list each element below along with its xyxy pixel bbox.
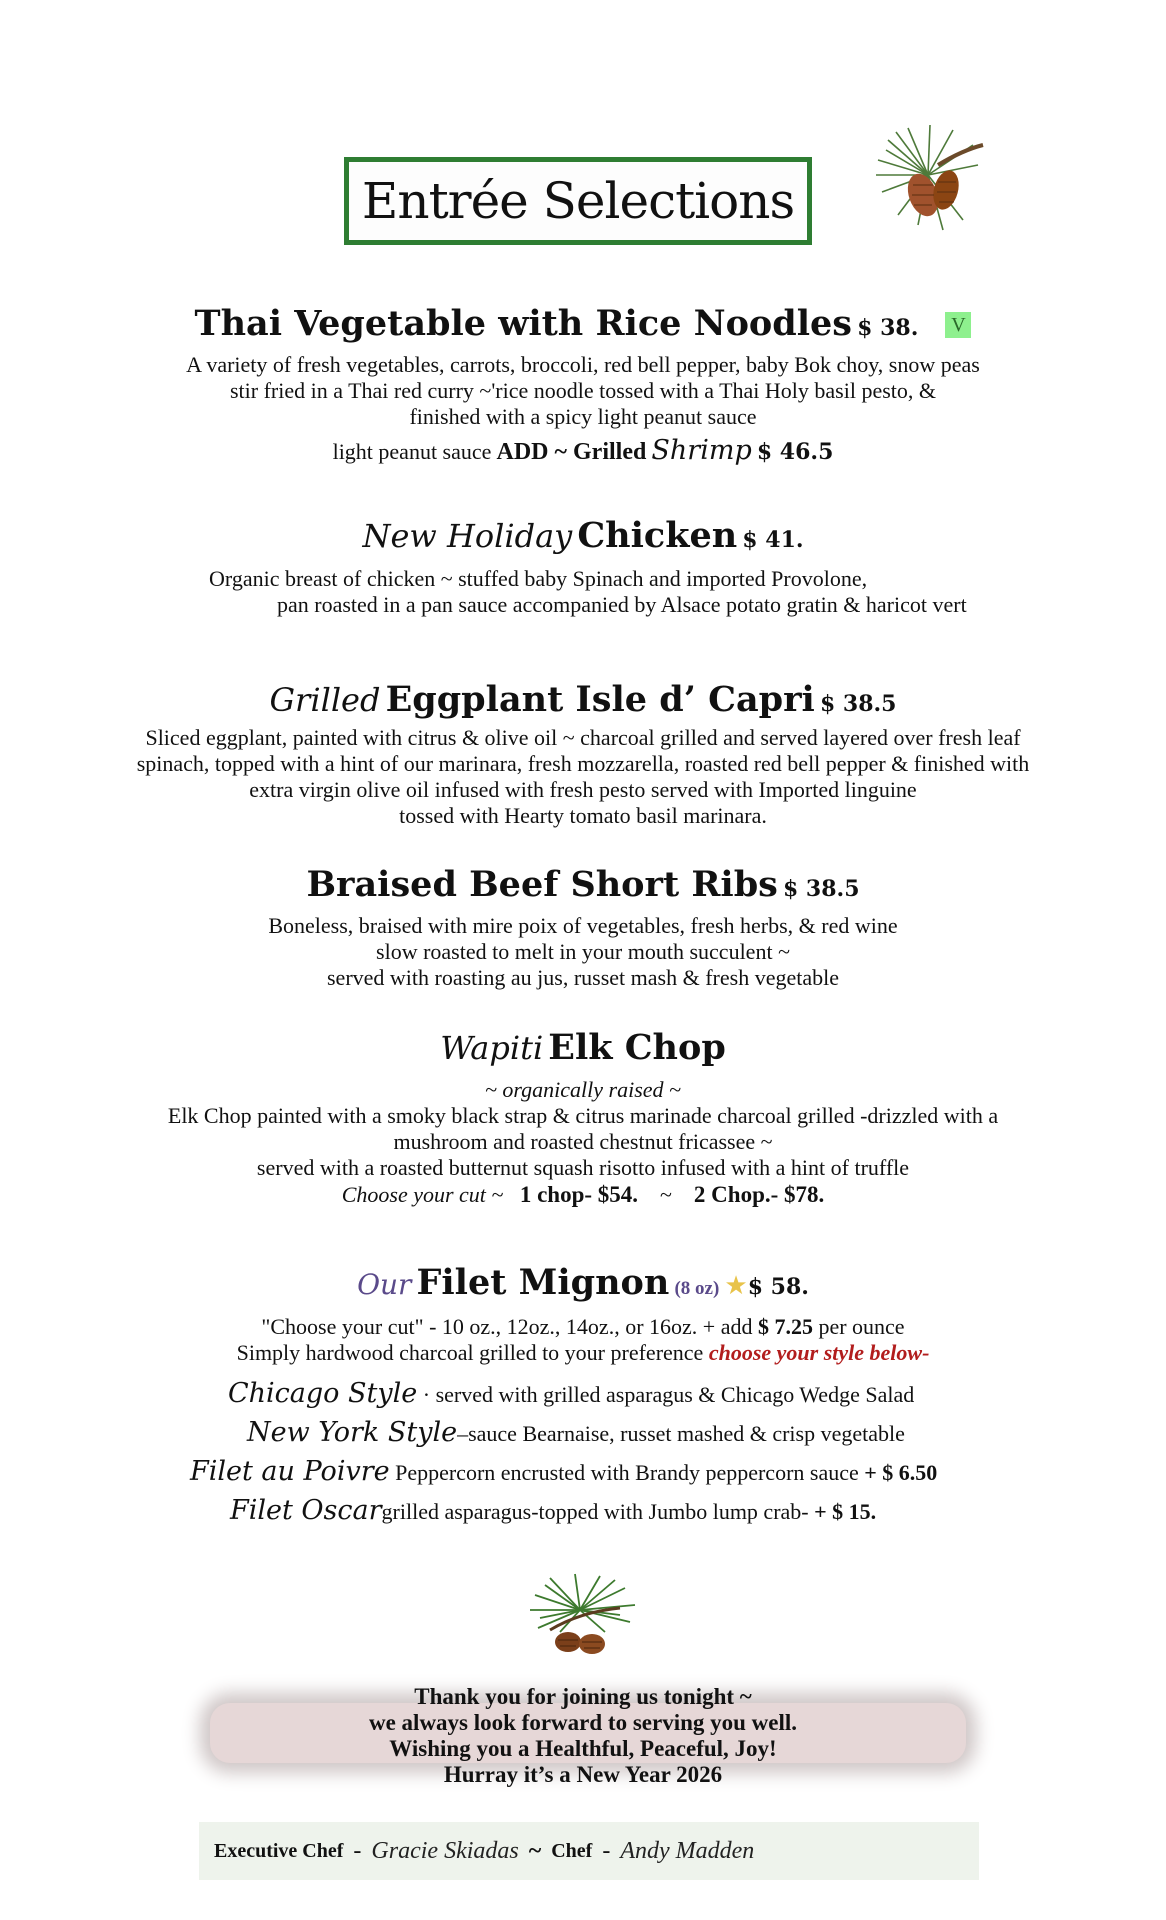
style-desc: grilled asparagus-topped with Jumbo lump crab-: [381, 1499, 809, 1524]
desc-line: A variety of fresh vegetables, carrots, broccoli, red bell pepper, baby Bok choy, snow peas: [186, 352, 980, 377]
choose-style-callout: choose your style below-: [708, 1340, 930, 1365]
dish-elk-cuts: [0, 1182, 1166, 1208]
filet-line-text: Simply hardwood charcoal grilled to your preference: [236, 1340, 704, 1365]
chef-credits: [199, 1822, 979, 1880]
desc-line: slow roasted to melt in your mouth succulent ~: [376, 939, 790, 964]
dish-name: Thai Vegetable with Rice Noodles: [194, 303, 853, 344]
cut-label: Choose your cut ~: [341, 1182, 504, 1207]
addon-price: $ 46.5: [756, 439, 834, 465]
dish-filet-cut-line: [0, 1314, 1166, 1340]
dish-prefix: New Holiday: [362, 517, 573, 555]
desc-line: extra virgin olive oil infused with fresh pesto served with Imported linguine: [249, 777, 917, 802]
dish-name: Eggplant Isle d’ Capri: [385, 679, 815, 720]
dish-name: Braised Beef Short Ribs: [306, 864, 778, 905]
closing-line: Wishing you a Healthful, Peaceful, Joy!: [389, 1736, 777, 1761]
desc-line: finished with a spicy light peanut sauce: [409, 404, 757, 429]
dish-prefix: Our: [357, 1268, 412, 1301]
separator: -: [602, 1837, 611, 1864]
filet-style-chicago: [228, 1378, 914, 1409]
desc-line: mushroom and roasted chestnut fricassee ~: [393, 1129, 773, 1154]
dish-price: $ 38.: [857, 315, 919, 341]
chef-name: Andy Madden: [620, 1837, 755, 1864]
style-name: New York Style: [247, 1417, 458, 1448]
dish-chicken-description-2: pan roasted in a pan sauce accompanied by Alsace potato gratin & haricot vert: [277, 592, 967, 617]
dish-prefix: Grilled: [269, 681, 381, 719]
star-icon: ★: [724, 1271, 748, 1301]
chef-label: Chef: [551, 1839, 593, 1862]
dish-price: $ 58.: [747, 1274, 809, 1300]
style-desc: · served with grilled asparagus & Chicago Wedge Salad: [422, 1382, 915, 1407]
style-price: + $ 15.: [814, 1499, 877, 1524]
dish-filet-style-line: [0, 1340, 1166, 1366]
addon-item: Shrimp: [651, 435, 752, 466]
style-name: Chicago Style: [228, 1378, 418, 1409]
addon-prefix: light peanut sauce: [332, 439, 492, 464]
vegetarian-badge: V: [945, 312, 971, 338]
dish-price: $ 38.5: [782, 876, 860, 902]
closing-line: Hurray it’s a New Year 2026: [443, 1762, 723, 1787]
dish-filet-heading: [0, 1262, 1166, 1303]
dish-chicken-description-1: Organic breast of chicken ~ stuffed baby Spinach and imported Provolone,: [209, 566, 868, 591]
exec-chef-label: Executive Chef: [214, 1839, 344, 1862]
dish-size: (8 oz): [674, 1278, 720, 1299]
desc-line: spinach, topped with a hint of our marinara, fresh mozzarella, roasted red bell pepper & finished with: [136, 751, 1030, 776]
pine-cone-icon: [868, 120, 998, 240]
style-price: + $ 6.50: [864, 1460, 938, 1485]
dish-name: Chicken: [577, 515, 738, 556]
closing-line: we always look forward to serving you well.: [368, 1710, 798, 1735]
dish-name: Filet Mignon: [416, 1262, 670, 1303]
dish-thai-description: [0, 352, 1166, 430]
dish-chicken-heading: [0, 515, 1166, 556]
dish-shortribs-heading: [0, 864, 1166, 905]
filet-line-text: per ounce: [818, 1314, 905, 1339]
desc-line: Boneless, braised with mire poix of vegetables, fresh herbs, & red wine: [268, 913, 898, 938]
dish-elk-heading: [0, 1027, 1166, 1068]
dish-eggplant-heading: [0, 679, 1166, 720]
style-desc: –sauce Bearnaise, russet mashed & crisp vegetable: [457, 1421, 905, 1446]
dish-prefix: Wapiti: [440, 1029, 544, 1067]
addon-add: ADD ~ Grilled: [496, 439, 647, 465]
page-title: Entrée Selections: [361, 172, 795, 230]
dish-elk-subtitle: ~ organically raised ~: [485, 1077, 681, 1102]
desc-line: served with roasting au jus, russet mash & fresh vegetable: [327, 965, 839, 990]
filet-style-oscar: [230, 1495, 876, 1526]
dish-price: $ 38.5: [819, 691, 897, 717]
closing-message: [0, 1684, 1166, 1788]
filet-style-poivre: [190, 1456, 937, 1487]
exec-chef-name: Gracie Skiadas: [371, 1837, 519, 1864]
filet-per-ounce-price: $ 7.25: [757, 1314, 813, 1339]
desc-line: tossed with Hearty tomato basil marinara.: [399, 803, 767, 828]
dish-shortribs-description: [0, 913, 1166, 991]
separator: ~: [528, 1837, 542, 1864]
desc-line: Sliced eggplant, painted with citrus & olive oil ~ charcoal grilled and served layered over fresh leaf: [145, 725, 1021, 750]
style-name: Filet au Poivre: [190, 1456, 390, 1487]
desc-line: Elk Chop painted with a smoky black strap & citrus marinade charcoal grilled -drizzled with a: [167, 1103, 999, 1128]
style-desc: Peppercorn encrusted with Brandy peppercorn sauce: [395, 1460, 859, 1485]
separator: -: [353, 1837, 362, 1864]
style-name: Filet Oscar: [230, 1495, 382, 1526]
cut-option-2: 2 Chop.- $78.: [693, 1182, 825, 1207]
dish-thai-addon: [0, 435, 1166, 466]
dish-eggplant-description: [0, 725, 1166, 829]
dish-thai-heading: [0, 303, 1166, 344]
cut-option-1: 1 chop- $54.: [519, 1182, 639, 1207]
dish-name: Elk Chop: [548, 1027, 726, 1068]
dish-elk-description: [0, 1103, 1166, 1181]
pine-cone-icon: [520, 1570, 645, 1660]
desc-line: stir fried in a Thai red curry ~'rice noodle tossed with a Thai Holy basil pesto, &: [229, 378, 937, 403]
closing-line: Thank you for joining us tonight ~: [414, 1684, 752, 1709]
page-title-box: [344, 157, 812, 245]
dish-price: $ 41.: [742, 527, 804, 553]
filet-line-text: "Choose your cut" - 10 oz., 12oz., 14oz., or 16oz. + add: [261, 1314, 753, 1339]
desc-line: served with a roasted butternut squash risotto infused with a hint of truffle: [256, 1155, 910, 1180]
filet-style-newyork: [247, 1417, 905, 1448]
cut-separator: ~: [660, 1182, 672, 1207]
